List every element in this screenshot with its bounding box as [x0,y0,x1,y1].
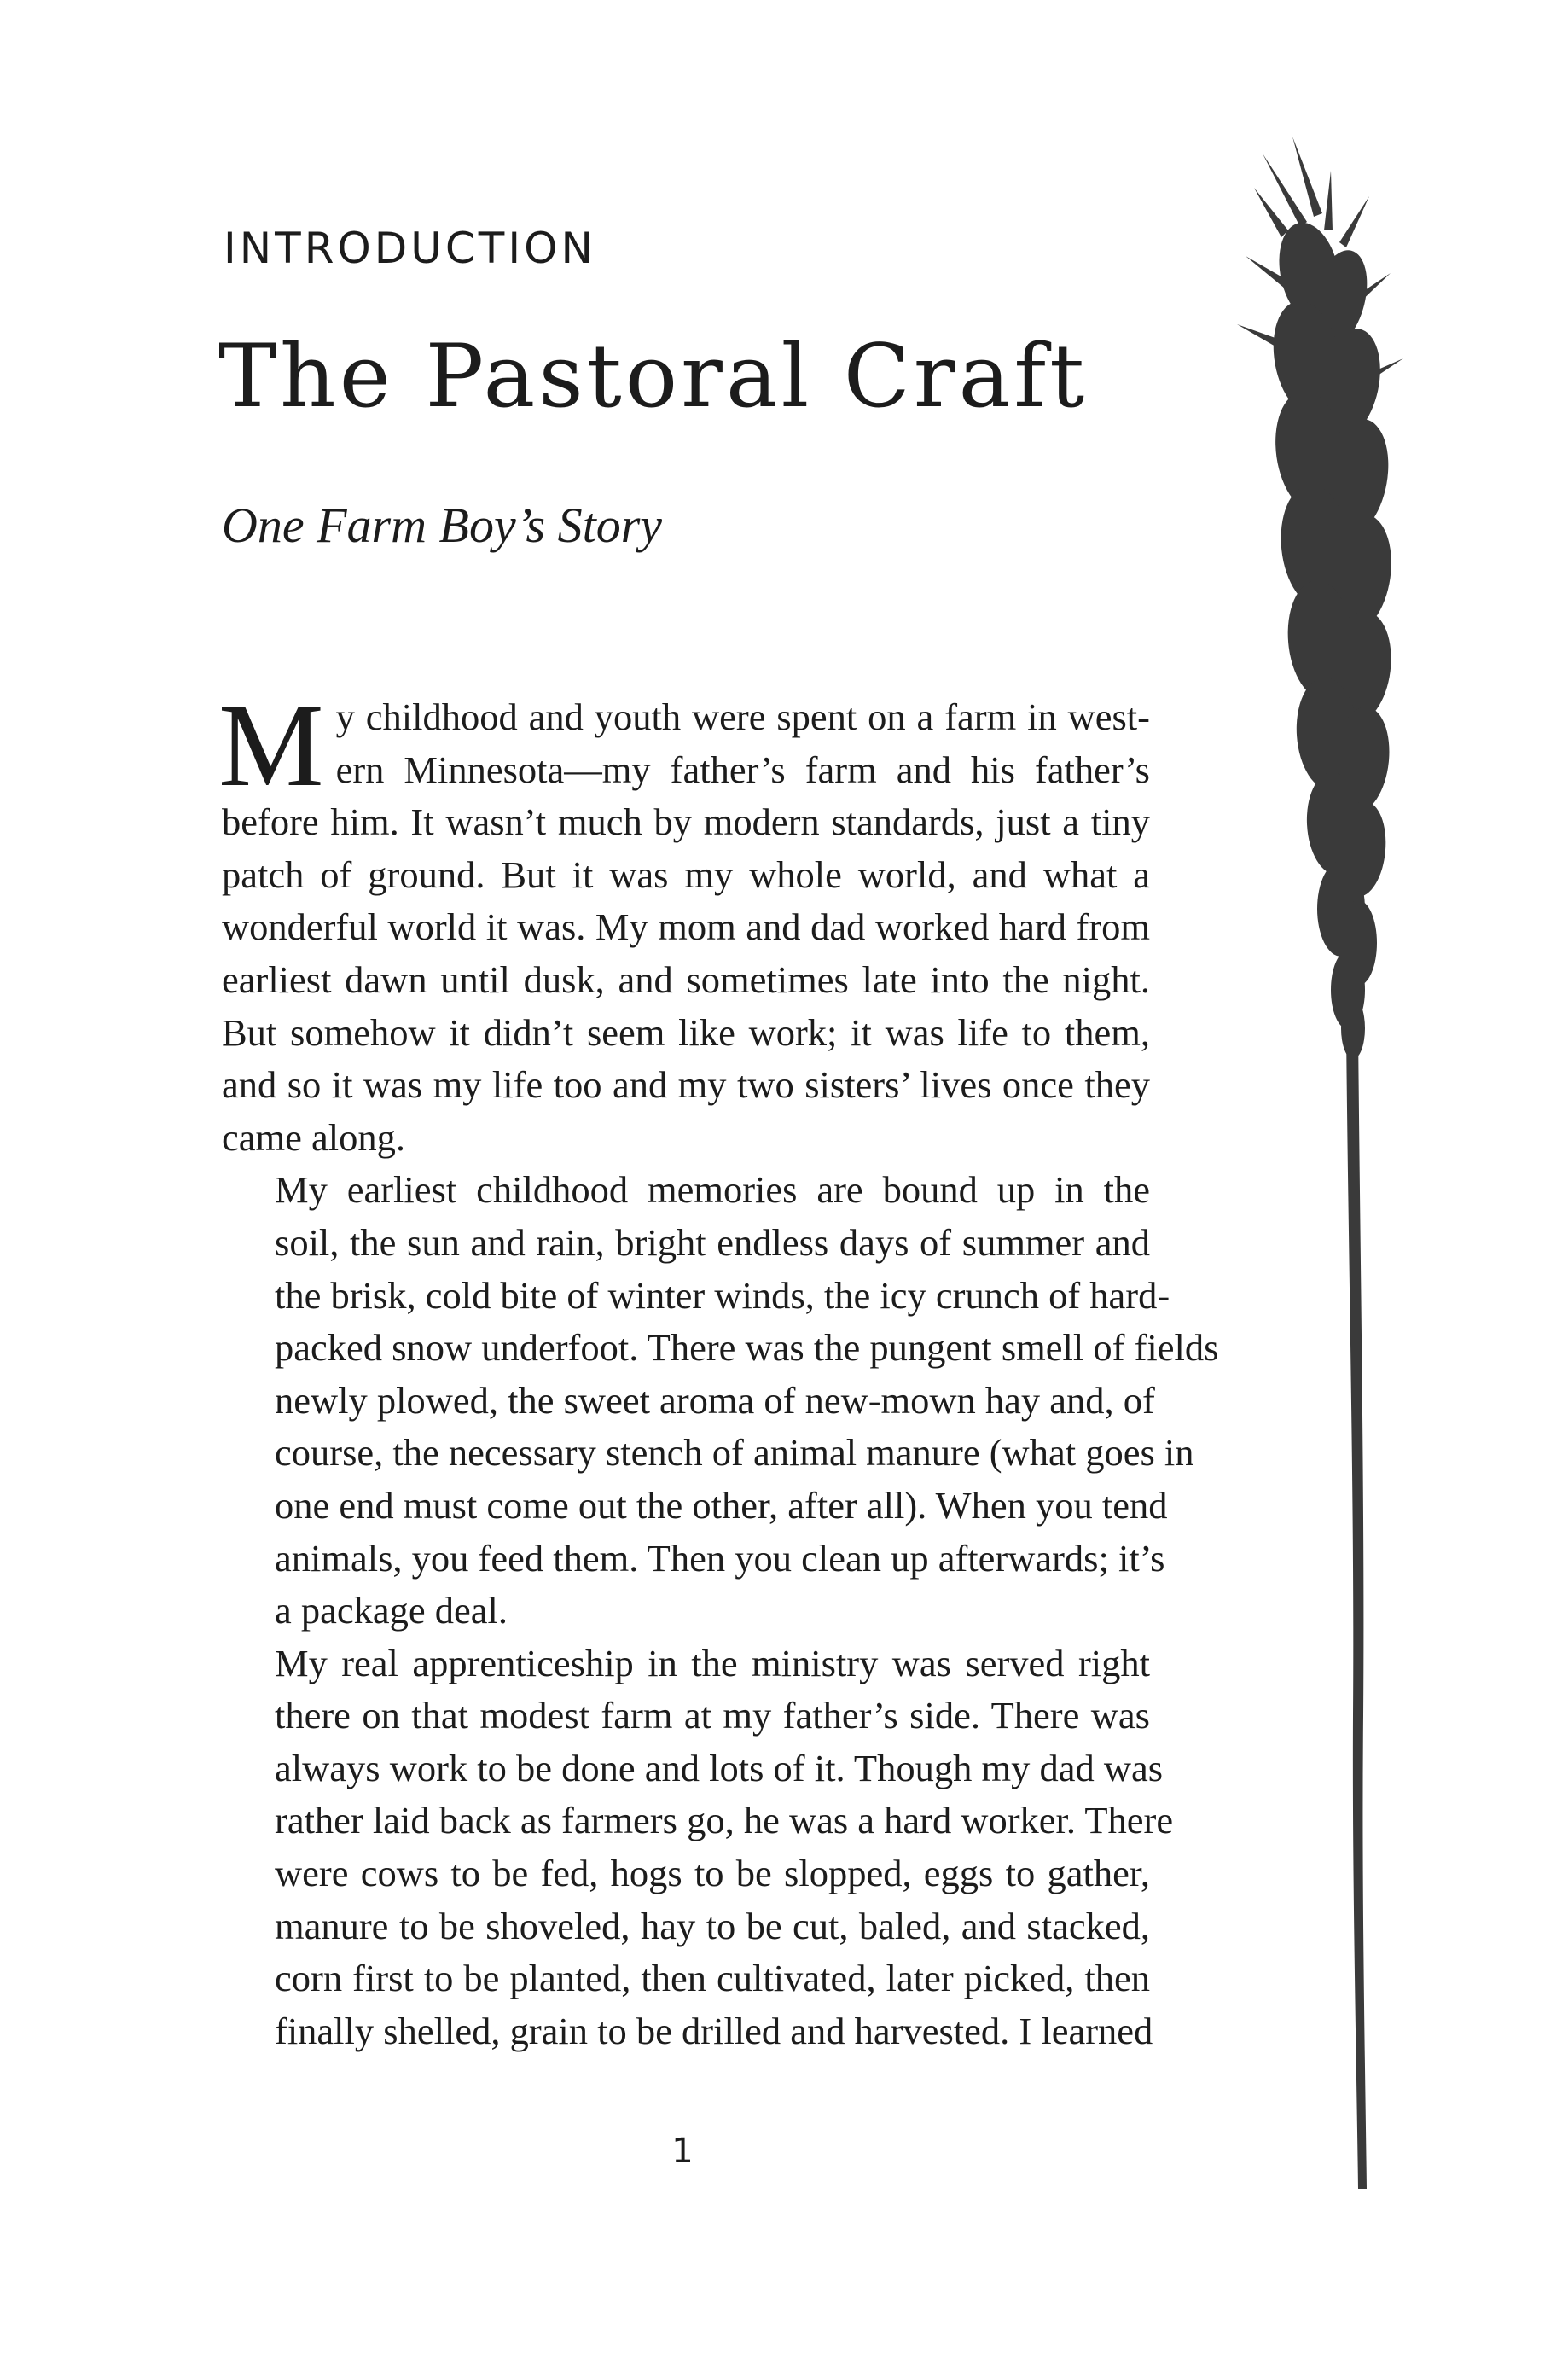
text-line: But somehow it didn’t seem like work; it was life to them, [222,1010,1150,1054]
text-line: and so it was my life too and my two sisters’ lives once they [222,1063,1150,1107]
text-line: manure to be shoveled, hay to be cut, baled, and stacked, [275,1904,1150,1947]
text-line: earliest dawn until dusk, and sometimes late into the night. [222,957,1150,1001]
text-line: always work to be done and lots of it. Though my dad was [275,1746,1164,1789]
paragraph-1 [218,680,1150,1164]
paragraph-2 [222,1164,1219,1637]
text-line: corn first to be planted, then cultivated, later picked, then [275,1957,1150,2000]
text-line: y childhood and youth were spent on a farm in west- [335,695,1150,738]
text-line: packed snow underfoot. There was the pungent smell of fields [275,1326,1219,1370]
text-line: animals, you feed them. Then you clean up afterwards; it’s [275,1536,1165,1580]
text-line: ern Minnesota—my father’s farm and his father’s [335,748,1150,791]
text-line: finally shelled, grain to be drilled and harvested. I learned [275,2009,1153,2052]
chapter-subtitle: One Farm Boy’s Story [222,497,663,553]
text-line: wonderful world it was. My mom and dad worked hard from [222,905,1150,949]
text-line: course, the necessary stench of animal manure (what goes in [275,1431,1194,1475]
text-line: the brisk, cold bite of winter winds, the icy crunch of hard- [275,1273,1170,1317]
text-line: newly plowed, the sweet aroma of new-mown hay and, of [275,1378,1155,1422]
text-line: rather laid back as farmers go, he was a hard worker. There [275,1799,1174,1842]
page-number: 1 [671,2132,694,2171]
chapter-title: The Pastoral Craft [218,326,1089,428]
text-line: My real apprenticeship in the ministry was served right [275,1641,1150,1684]
text-line: My earliest childhood memories are bound up in the [275,1168,1150,1212]
text-line: one end must come out the other, after all). When you tend [275,1483,1168,1527]
text-line: there on that modest farm at my father’s side. There was [275,1694,1150,1737]
paragraph-3 [222,1638,1174,2058]
wheat-stalk-icon [1228,137,1484,2202]
body-text [218,680,1219,2057]
text-line: were cows to be fed, hogs to be slopped, eggs to gather, [275,1852,1150,1895]
text-line: came along. [222,1115,405,1159]
text-line: a package deal. [275,1589,508,1632]
text-line: soil, the sun and rain, bright endless days of summer and [275,1220,1150,1264]
text-line: patch of ground. But it was my whole world, and what a [222,852,1150,896]
text-line: before him. It wasn’t much by modern standards, just a tiny [222,800,1150,844]
chapter-kicker: INTRODUCTION [224,224,596,273]
drop-cap: M [218,680,324,812]
